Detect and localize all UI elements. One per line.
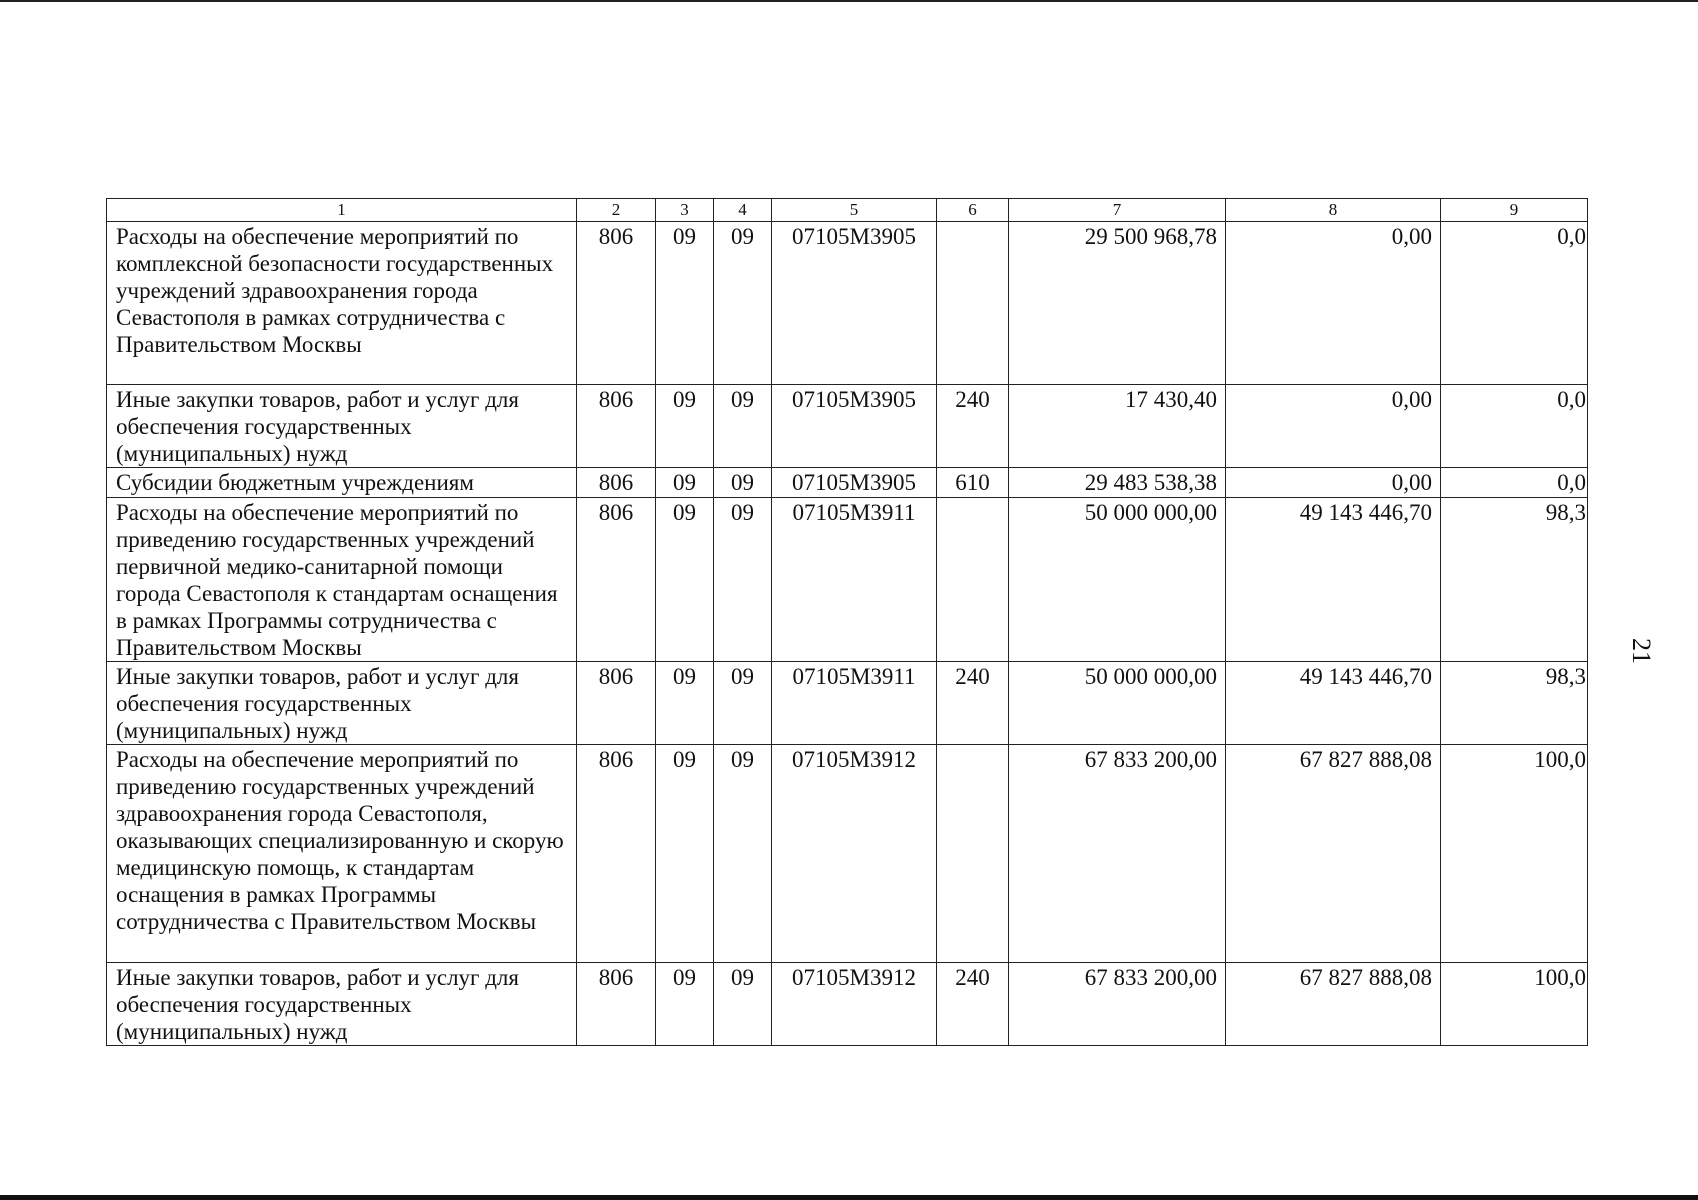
scan-edge-top	[0, 0, 1698, 2]
table-row	[107, 385, 1588, 468]
column-number: 5	[772, 199, 937, 222]
expense-type-code	[937, 498, 1009, 662]
section-code: 09	[656, 963, 714, 1046]
plan-amount: 50 000 000,00	[1009, 662, 1226, 745]
column-number: 2	[577, 199, 656, 222]
table-row	[107, 963, 1588, 1046]
execution-percent: 0,0	[1441, 468, 1588, 498]
fact-amount: 0,00	[1226, 222, 1441, 385]
expense-type-code: 240	[937, 385, 1009, 468]
column-number: 6	[937, 199, 1009, 222]
execution-percent: 0,0	[1441, 222, 1588, 385]
section-code: 09	[656, 222, 714, 385]
target-item-code: 07105M3912	[772, 963, 937, 1046]
table-row	[107, 468, 1588, 498]
target-item-code: 07105M3912	[772, 745, 937, 963]
target-item-code: 07105M3911	[772, 662, 937, 745]
plan-amount: 67 833 200,00	[1009, 745, 1226, 963]
budget-table	[106, 198, 1588, 1046]
execution-percent: 0,0	[1441, 385, 1588, 468]
column-number: 1	[107, 199, 577, 222]
ved-code: 806	[577, 222, 656, 385]
ved-code: 806	[577, 662, 656, 745]
section-code: 09	[656, 745, 714, 963]
plan-amount: 17 430,40	[1009, 385, 1226, 468]
ved-code: 806	[577, 468, 656, 498]
column-number: 9	[1441, 199, 1588, 222]
table-row	[107, 222, 1588, 385]
page-number: 21	[1627, 638, 1656, 664]
expense-type-code	[937, 222, 1009, 385]
ved-code: 806	[577, 385, 656, 468]
plan-amount: 50 000 000,00	[1009, 498, 1226, 662]
fact-amount: 0,00	[1226, 468, 1441, 498]
column-number-row	[107, 199, 1588, 222]
expense-name: Иные закупки товаров, работ и услуг для обеспечения государственных (муниципальных) нужд	[107, 963, 577, 1046]
column-number: 4	[714, 199, 772, 222]
subsection-code: 09	[714, 963, 772, 1046]
section-code: 09	[656, 498, 714, 662]
ved-code: 806	[577, 963, 656, 1046]
expense-type-code: 610	[937, 468, 1009, 498]
column-number: 3	[656, 199, 714, 222]
expense-type-code	[937, 745, 1009, 963]
ved-code: 806	[577, 498, 656, 662]
table-row	[107, 745, 1588, 963]
expense-name: Иные закупки товаров, работ и услуг для обеспечения государственных (муниципальных) нужд	[107, 662, 577, 745]
execution-percent: 100,0	[1441, 963, 1588, 1046]
subsection-code: 09	[714, 468, 772, 498]
target-item-code: 07105M3905	[772, 468, 937, 498]
fact-amount: 67 827 888,08	[1226, 745, 1441, 963]
expense-name: Расходы на обеспечение мероприятий по комплексной безопасности государственных учреждений здравоохранения города Севастополя в рамках сотрудничества с Правительством Москвы	[107, 222, 577, 385]
target-item-code: 07105M3911	[772, 498, 937, 662]
fact-amount: 49 143 446,70	[1226, 498, 1441, 662]
subsection-code: 09	[714, 222, 772, 385]
column-number: 8	[1226, 199, 1441, 222]
column-number: 7	[1009, 199, 1226, 222]
expense-name: Расходы на обеспечение мероприятий по приведению государственных учреждений здравоохранения города Севастополя, оказывающих специализированную и скорую медицинскую помощь, к стандартам оснащения в рамках Программы сотрудничества с Правительством Москвы	[107, 745, 577, 963]
subsection-code: 09	[714, 498, 772, 662]
fact-amount: 67 827 888,08	[1226, 963, 1441, 1046]
subsection-code: 09	[714, 385, 772, 468]
execution-percent: 98,3	[1441, 498, 1588, 662]
table-row	[107, 498, 1588, 662]
expense-name: Расходы на обеспечение мероприятий по приведению государственных учреждений первичной медико-санитарной помощи города Севастополя к стандартам оснащения в рамках Программы сотрудничества с Правительством Москвы	[107, 498, 577, 662]
fact-amount: 49 143 446,70	[1226, 662, 1441, 745]
fact-amount: 0,00	[1226, 385, 1441, 468]
subsection-code: 09	[714, 745, 772, 963]
plan-amount: 67 833 200,00	[1009, 963, 1226, 1046]
execution-percent: 98,3	[1441, 662, 1588, 745]
plan-amount: 29 483 538,38	[1009, 468, 1226, 498]
expense-name: Субсидии бюджетным учреждениям	[107, 468, 577, 498]
expense-type-code: 240	[937, 963, 1009, 1046]
plan-amount: 29 500 968,78	[1009, 222, 1226, 385]
table-row	[107, 662, 1588, 745]
target-item-code: 07105M3905	[772, 222, 937, 385]
subsection-code: 09	[714, 662, 772, 745]
execution-percent: 100,0	[1441, 745, 1588, 963]
target-item-code: 07105M3905	[772, 385, 937, 468]
section-code: 09	[656, 662, 714, 745]
scan-edge-bottom	[0, 1195, 1698, 1200]
section-code: 09	[656, 385, 714, 468]
expense-type-code: 240	[937, 662, 1009, 745]
expense-name: Иные закупки товаров, работ и услуг для обеспечения государственных (муниципальных) нужд	[107, 385, 577, 468]
section-code: 09	[656, 468, 714, 498]
ved-code: 806	[577, 745, 656, 963]
